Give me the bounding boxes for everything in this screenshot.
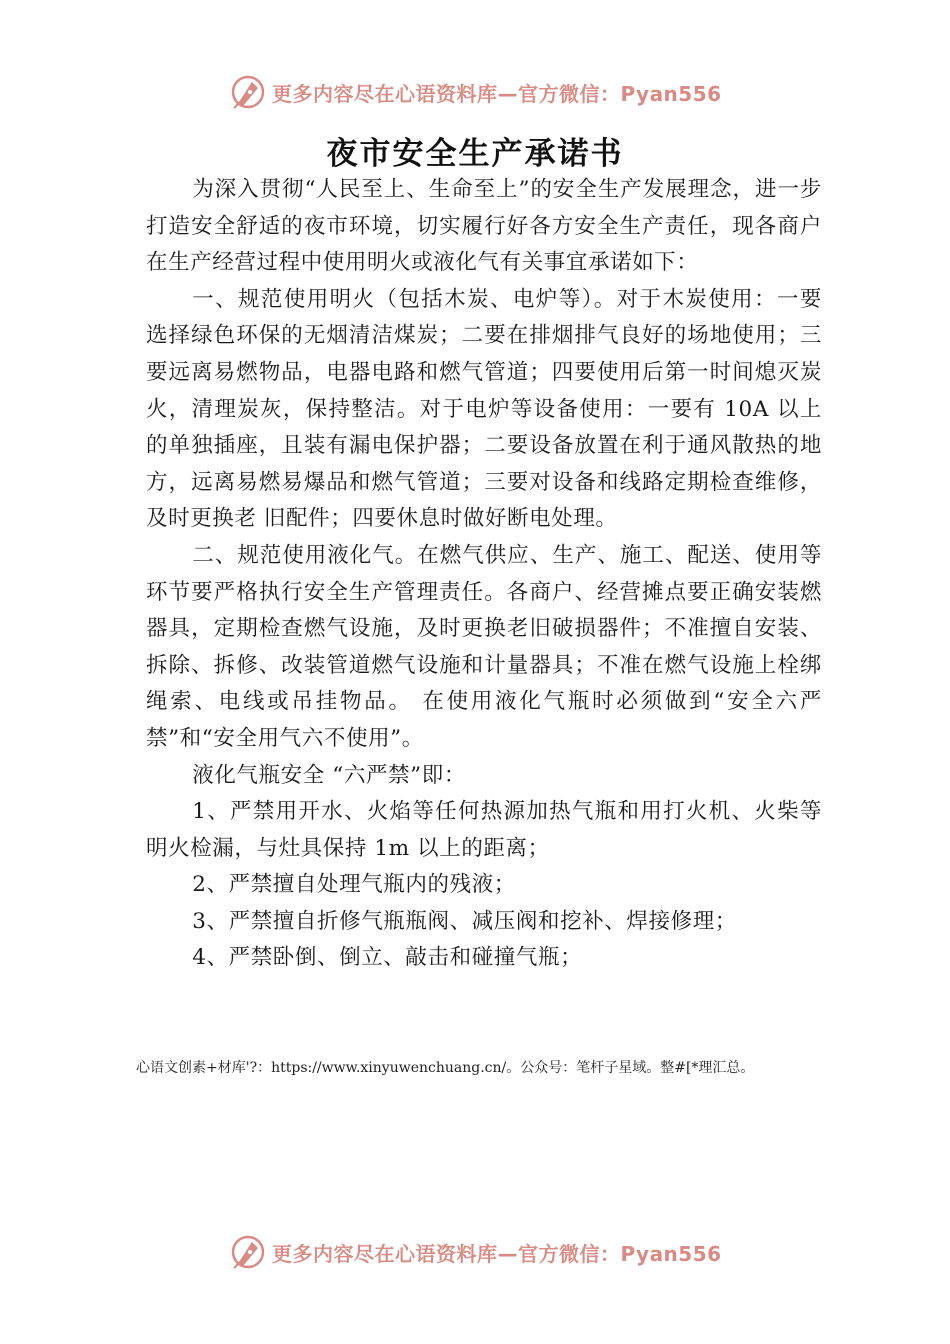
watermark-header xyxy=(228,72,722,112)
watermark-footer xyxy=(228,1232,722,1272)
six-prohibitions-heading: 液化气瓶安全 “六严禁”即： xyxy=(192,762,466,788)
lpg-paragraph: 二、规范使用液化气。在燃气供应、生产、施工、配送、使用等环节要严格执行安全生产管理责任。各商户、经营摊点要正确安装燃器具，定期检查燃气设施，及时更换老旧破损器件；不准擅自安装、拆除、拆修、改装管道燃气设施和计量器具；不准在燃气设施上栓绑绳索、电线或吊挂物品。 在使用液化气瓶时必须做到“安全六严禁”和“安全用气六不使用”。 xyxy=(146,542,822,751)
prohibition-item: 2、严禁擅自处理气瓶内的残液； xyxy=(192,872,516,898)
prohibition-item: 4、严禁卧倒、倒立、敲击和碰撞气瓶； xyxy=(192,945,583,971)
prohibition-item: 3、严禁擅自折修气瓶瓶阀、减压阀和挖补、焊接修理； xyxy=(192,908,737,934)
prohibition-item: 1、严禁用开水、火焰等任何热源加热气瓶和用打火机、火柴等明火检漏，与灶具保持 1m 以上的距离； xyxy=(146,799,822,861)
document-body xyxy=(146,172,822,977)
pen-nib-logo-icon xyxy=(228,72,268,112)
pen-nib-logo-icon xyxy=(228,1232,268,1272)
source-footnote: 心语文创素+材库'?：https://www.xinyuwenchuang.cn/。公众号：笔杆子星域。整#[*理汇总。 xyxy=(136,1060,755,1076)
watermark-text: 更多内容尽在心语资料库—官方微信：Pyan556 xyxy=(272,81,722,106)
open-flame-paragraph: 一、规范使用明火（包括木炭、电炉等）。对于木炭使用：一要选择绿色环保的无烟清洁煤炭；二要在排烟排气良好的场地使用；三要远离易燃物品，电器电路和燃气管道；四要使用后第一时间熄灭炭火，清理炭灰，保持整洁。对于电炉等设备使用：一要有 10A 以上的单独插座，且装有漏电保护器；二要设备放置在利于通风散热的地方，远离易燃易爆品和燃气管道；三要对设备和线路定期检查维修，及时更换老 旧配件；四要休息时做好断电处理。 xyxy=(146,286,822,532)
intro-paragraph: 为深入贯彻“人民至上、生命至上”的安全生产发展理念，进一步打造安全舒适的夜市环境，切实履行好各方安全生产责任，现各商户在生产经营过程中使用明火或液化气有关事宜承诺如下： xyxy=(146,177,822,276)
document-title: 夜市安全生产承诺书 xyxy=(326,136,624,172)
watermark-text: 更多内容尽在心语资料库—官方微信：Pyan556 xyxy=(272,1241,722,1266)
